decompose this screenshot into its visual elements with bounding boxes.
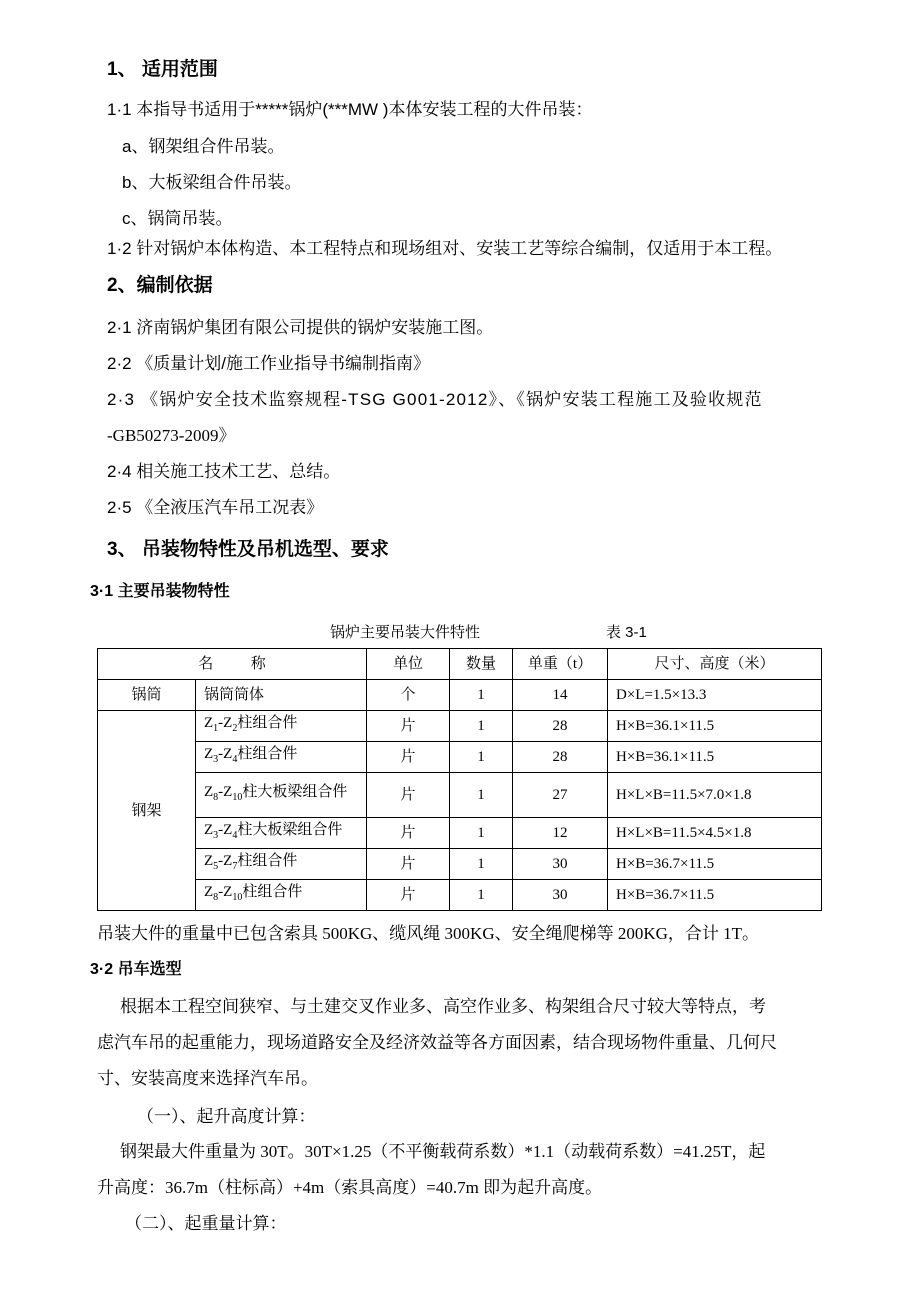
reference-2-3: 2·3 《锅炉安全技术监察规程-TSG G001-2012》、《锅炉安装工程施工及验收规范: [107, 390, 763, 409]
table-row: [98, 880, 822, 911]
item-unit: 片: [367, 773, 450, 818]
item-qty: 1: [450, 773, 513, 818]
z-from: 3: [213, 754, 219, 765]
item-name: $Z_3-Z_4$柱大板梁组合件: [196, 818, 367, 849]
table-row: [98, 742, 822, 773]
item-weight: 12: [513, 818, 608, 849]
calc-line: 升高度：36.7m（柱标高）+4m（索具高度）=40.7m 即为起升高度。: [97, 1178, 603, 1197]
table-row: [98, 680, 822, 711]
item-weight: 28: [513, 742, 608, 773]
item-name: $Z_8-Z_{10}$柱大板梁组合件: [196, 773, 367, 818]
z-from: 8: [213, 892, 219, 903]
table-row: [98, 711, 822, 742]
section-3-heading: 3、 吊装物特性及吊机选型、要求: [107, 539, 389, 560]
calc-line: 钢架最大件重量为 30T。30T×1.25（不平衡载荷系数）*1.1（动载荷系数）=41.25T，起: [120, 1142, 766, 1161]
header-weight: 单重（t）: [513, 649, 608, 680]
item-weight: 30: [513, 849, 608, 880]
section-2-heading: 2、编制依据: [107, 275, 213, 296]
item-qty: 1: [450, 680, 513, 711]
list-item-a: a、钢架组合件吊装。: [122, 137, 285, 156]
list-item-b: b、大板梁组合件吊装。: [122, 173, 302, 192]
calc-2-heading: （二）、起重量计算：: [125, 1214, 287, 1233]
paragraph-1-1: 1·1 本指导书适用于*****锅炉(***MW )本体安装工程的大件吊装：: [107, 100, 593, 119]
paragraph-1-2: 1·2 针对锅炉本体构造、本工程特点和现场组对、安装工艺等综合编制，仅适用于本工程。: [107, 239, 783, 258]
item-unit: 片: [367, 711, 450, 742]
item-name-text: 柱组合件: [237, 853, 298, 869]
subsection-3-1-heading: 3·1 主要吊装物特性: [90, 583, 230, 600]
paragraph-line: 寸、安装高度来选择汽车吊。: [97, 1069, 318, 1088]
item-name-text: 柱大板梁组合件: [242, 784, 348, 800]
z-to: 4: [232, 754, 238, 765]
z-to: 4: [232, 830, 238, 841]
item-size: H×L×B=11.5×7.0×1.8: [608, 773, 822, 818]
group-drum: 锅筒: [98, 680, 196, 711]
item-weight: 27: [513, 773, 608, 818]
table-header-row: [98, 649, 822, 680]
item-size: H×B=36.7×11.5: [608, 849, 822, 880]
item-weight: 14: [513, 680, 608, 711]
item-qty: 1: [450, 742, 513, 773]
item-name: 锅筒筒体: [196, 680, 367, 711]
paragraph-line: 虑汽车吊的起重能力，现场道路安全及经济效益等各方面因素，结合现场物件重量、几何尺: [97, 1033, 777, 1052]
z-from: 8: [213, 792, 219, 803]
paragraph-line: 根据本工程空间狭窄、与土建交叉作业多、高空作业多、构架组合尺寸较大等特点，考: [120, 997, 766, 1016]
item-name-text: 柱组合件: [237, 746, 298, 762]
z-to: 10: [232, 892, 243, 903]
item-unit: 片: [367, 849, 450, 880]
reference-2-3-cont: -GB50273-2009》: [107, 426, 236, 445]
item-weight: 30: [513, 880, 608, 911]
item-qty: 1: [450, 711, 513, 742]
header-unit: 单位: [367, 649, 450, 680]
table-caption: 锅炉主要吊装大件特性: [330, 624, 481, 641]
item-name-text: 柱组合件: [242, 884, 303, 900]
reference-2-1: 2·1 济南锅炉集团有限公司提供的锅炉安装施工图。: [107, 318, 494, 337]
item-name-text: 柱大板梁组合件: [237, 822, 343, 838]
header-qty: 数量: [450, 649, 513, 680]
table-row: [98, 849, 822, 880]
item-qty: 1: [450, 880, 513, 911]
item-name: $Z_3-Z_4$柱组合件: [196, 742, 367, 773]
table-number: 表 3-1: [606, 624, 647, 641]
item-name: $Z_5-Z_7$柱组合件: [196, 849, 367, 880]
z-to: 7: [232, 861, 238, 872]
item-name: $Z_8-Z_{10}$柱组合件: [196, 880, 367, 911]
z-from: 5: [213, 861, 219, 872]
reference-2-2: 2·2 《质量计划/施工作业指导书编制指南》: [107, 354, 431, 373]
list-item-c: c、锅筒吊装。: [122, 209, 233, 228]
table-row: [98, 773, 822, 818]
lifting-items-table: [97, 648, 822, 911]
item-qty: 1: [450, 849, 513, 880]
item-name-text: 柱组合件: [237, 715, 298, 731]
item-unit: 片: [367, 742, 450, 773]
item-unit: 个: [367, 680, 450, 711]
group-frame: 钢架: [98, 711, 196, 911]
section-1-heading: 1、 适用范围: [107, 59, 218, 80]
table-row: [98, 818, 822, 849]
item-size: H×B=36.1×11.5: [608, 742, 822, 773]
item-unit: 片: [367, 880, 450, 911]
header-name: 名 称: [98, 649, 367, 680]
item-qty: 1: [450, 818, 513, 849]
z-to: 2: [232, 723, 238, 734]
item-size: H×L×B=11.5×4.5×1.8: [608, 818, 822, 849]
reference-2-4: 2·4 相关施工技术工艺、总结。: [107, 462, 341, 481]
reference-2-5: 2·5 《全液压汽车吊工况表》: [107, 498, 324, 517]
calc-1-heading: （一）、起升高度计算：: [137, 1107, 316, 1126]
weight-note: 吊装大件的重量中已包含索具 500KG、缆风绳 300KG、安全绳爬梯等 200KG，合计 1T。: [97, 924, 760, 943]
item-weight: 28: [513, 711, 608, 742]
item-size: D×L=1.5×13.3: [608, 680, 822, 711]
item-name: $Z_1-Z_2$柱组合件: [196, 711, 367, 742]
subsection-3-2-heading: 3·2 吊车选型: [90, 961, 182, 978]
item-size: H×B=36.7×11.5: [608, 880, 822, 911]
header-size: 尺寸、高度（米）: [608, 649, 822, 680]
z-from: 1: [213, 723, 219, 734]
z-to: 10: [232, 792, 243, 803]
item-unit: 片: [367, 818, 450, 849]
item-size: H×B=36.1×11.5: [608, 711, 822, 742]
z-from: 3: [213, 830, 219, 841]
